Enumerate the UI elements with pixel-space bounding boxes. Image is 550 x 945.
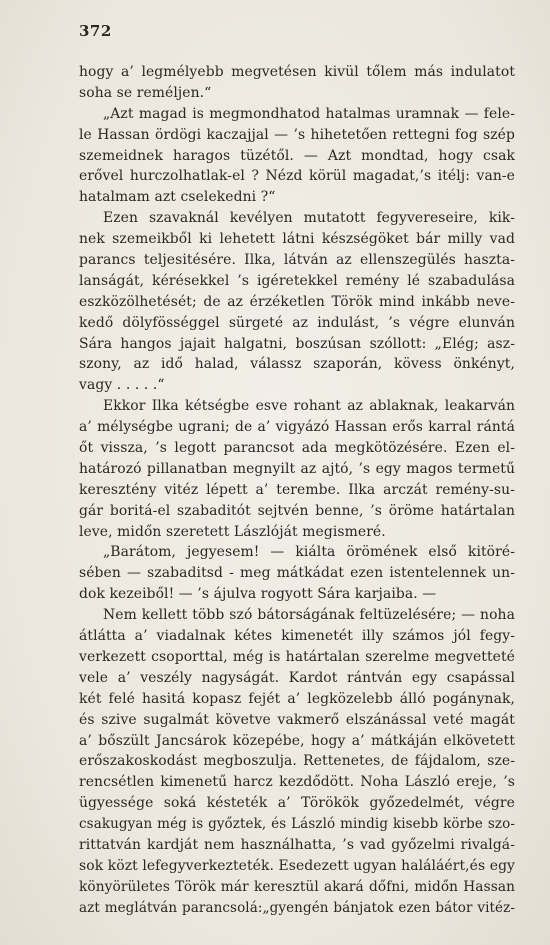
text-line: gár boritá-el szabaditót sejtvén benne, ’s öröme határtalan xyxy=(79,502,515,519)
text-line: le Hassan ördögi kaczajjal — ’s hihetetően rettegni fog szép xyxy=(79,126,515,143)
text-line: leve, midőn szeretett Lászlóját megismeré. xyxy=(79,523,386,540)
text-line: verkezett csoporttal, még is határtalan szerelme megvetteté xyxy=(79,648,515,665)
text-line: erőszakoskodást megboszulja. Rettenetes, de fájdalom, sze- xyxy=(79,753,515,770)
page-number: 372 xyxy=(79,22,112,40)
text-line: Sára hangos jajait halgatni, boszúsan szóllott: „Elég; asz- xyxy=(79,335,515,352)
text-line: két felé hasitá kopasz fejét a’ legközelebb álló pogánynak, xyxy=(79,690,515,707)
text-line: sok közt lefegyverkezteték. Esedezett ugyan haláláért,és egy xyxy=(79,857,516,874)
body-text xyxy=(79,62,515,919)
text-line: ügyessége soká késteték a’ Törökök győzedelmét, végre xyxy=(79,795,515,812)
text-line: parancs teljesitésére. Ilka, látván az ellenszegülés haszta- xyxy=(79,252,515,269)
text-line: erővel hurczolhatlak-el ? Nézd körül magadat,’s itélj: van-e xyxy=(79,168,515,185)
text-line: határozó pillanatban megnyilt az ajtó, ’s egy magos termetű xyxy=(79,460,515,477)
text-line: Nem kellett több szó bátorságának feltüzelésére; — noha xyxy=(103,607,515,624)
text-line: hatalmam azt cselekedni ?“ xyxy=(79,189,276,206)
text-line: a’ mélységbe ugrani; de a’ vigyázó Hassan erős karral rántá xyxy=(79,419,515,436)
text-line: átlátta a’ viadalnak kétes kimenetét illy számos jól fegy- xyxy=(79,628,515,645)
text-line: vagy . . . . .“ xyxy=(79,377,165,394)
text-line: és szive sugalmát követve vakmerő elszánással veté magát xyxy=(79,711,515,728)
text-line: kedő dölyfösséggel sürgeté az indulást, ’s végre elunván xyxy=(79,314,515,331)
text-line: azt meglátván parancsolá:„gyengén bánjatok ezen bátor vitéz- xyxy=(79,899,515,916)
text-line: szemeidnek haragos tüzétől. — Azt mondtad, hogy csak xyxy=(79,147,515,164)
text-line: sében — szabaditsd - meg mátkádat ezen istentelennek un- xyxy=(79,565,515,582)
text-line: „Barátom, jegyesem! — kiálta örömének első kitöré- xyxy=(103,544,515,561)
text-line: csakugyan még is győztek, és László mindig kisebb körbe szo- xyxy=(79,816,515,833)
text-line: lanságát, kérésekkel ’s igéretekkel remény lé szabadulása xyxy=(79,272,515,289)
text-line: keresztény vitéz lépett a’ terembe. Ilka arczát remény-su- xyxy=(79,481,515,498)
text-line: Ezen szavaknál kevélyen mutatott fegyvereseire, kik- xyxy=(103,210,515,227)
text-line: vele a’ veszély nagyságát. Kardot rántván egy csapással xyxy=(79,669,515,686)
text-line: rencsétlen kimenetű harcz kezdődött. Noha László ereje, ’s xyxy=(79,774,515,791)
text-line: dok kezeiből! — ’s ájulva rogyott Sára karjaiba. — xyxy=(79,586,437,603)
text-line: eszközölhetését; de az érzéketlen Török mind inkább neve- xyxy=(79,293,515,310)
text-line: a’ bőszült Jancsárok közepébe, hogy a’ mátkáján elkövetett xyxy=(79,732,515,749)
text-line: „Azt magad is megmondhatod hatalmas uramnak — fele- xyxy=(103,105,515,122)
text-line: nek szemeikből ki lehetett látni készségöket bár milly vad xyxy=(79,231,515,248)
text-line: hogy a’ legmélyebb megvetésen kivül tőlem más indulatot xyxy=(79,64,515,80)
text-line: szony, az idő halad, válassz szaporán, kövess önkényt, xyxy=(79,356,515,373)
text-line: könyörületes Török már keresztül akará dőfni, midőn Hassan xyxy=(79,878,515,895)
text-line: soha se reméljen.“ xyxy=(79,84,212,101)
text-line: őt vissza, ’s legott parancsot ada megkötözésére. Ezen el- xyxy=(79,440,515,457)
text-line: rittatván kardját nem használhatta, ’s vad győzelmi rivalgá- xyxy=(79,836,515,853)
text-line: Ekkor Ilka kétségbe esve rohant az ablaknak, leakarván xyxy=(103,398,515,415)
